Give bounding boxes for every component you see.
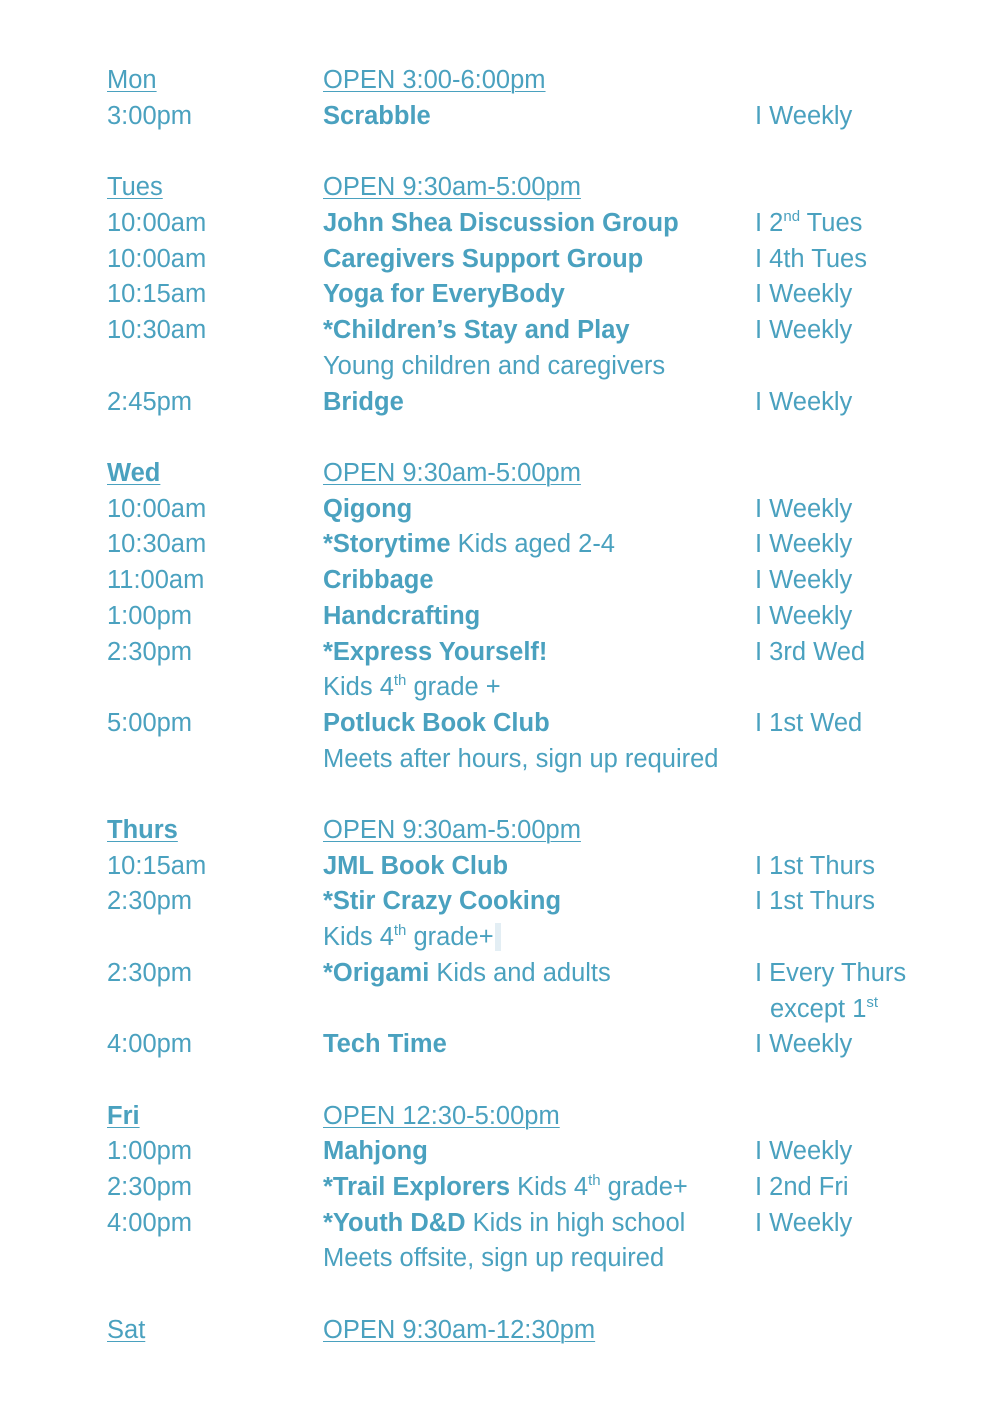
event-frequency: I Weekly	[755, 1030, 853, 1058]
event-frequency: I 1st Wed	[755, 709, 863, 737]
event-desc: Kids in high school	[465, 1209, 686, 1237]
open-hours: OPEN 12:30-5:00pm	[323, 1102, 560, 1130]
event-row	[0, 1170, 994, 1204]
event-time: 3:00pm	[107, 102, 193, 130]
event-time: 11:00am	[107, 566, 205, 594]
event-time: 10:15am	[107, 280, 207, 308]
open-hours: OPEN 9:30am-12:30pm	[323, 1316, 596, 1344]
open-hours: OPEN 3:00-6:00pm	[323, 66, 546, 94]
event-time: 2:30pm	[107, 959, 193, 987]
event-title: Potluck Book Club	[323, 709, 550, 737]
event-desc: Kids 4th grade+	[510, 1172, 688, 1201]
event-time: 2:30pm	[107, 638, 193, 666]
event-time: 2:45pm	[107, 388, 193, 416]
event-title: *Storytime	[323, 530, 451, 558]
event-frequency: I Weekly	[755, 495, 853, 523]
event-title-with-desc	[323, 527, 615, 561]
event-note: Kids 4th grade+	[323, 920, 501, 954]
event-title: *Trail Explorers	[323, 1173, 511, 1201]
open-hours: OPEN 9:30am-5:00pm	[323, 459, 581, 487]
event-title: *Express Yourself!	[323, 638, 548, 666]
event-title: Handcrafting	[323, 602, 481, 630]
event-title: Caregivers Support Group	[323, 245, 644, 273]
event-title: *Youth D&D	[323, 1209, 466, 1237]
event-time: 2:30pm	[107, 1173, 193, 1201]
event-row	[0, 313, 994, 347]
event-title: *Origami	[323, 959, 430, 987]
event-note-row	[0, 670, 994, 704]
event-note: Meets after hours, sign up required	[323, 745, 719, 773]
day-header-sat	[0, 1313, 994, 1347]
event-time: 10:30am	[107, 316, 207, 344]
event-time: 1:00pm	[107, 602, 193, 630]
event-note-row	[0, 1241, 994, 1275]
event-title: Bridge	[323, 388, 404, 416]
event-title: JML Book Club	[323, 852, 509, 880]
open-hours: OPEN 9:30am-5:00pm	[323, 173, 581, 201]
event-title-with-desc	[323, 956, 611, 990]
event-frequency: I Weekly	[755, 316, 853, 344]
day-label: Sat	[107, 1316, 146, 1344]
event-time: 5:00pm	[107, 709, 193, 737]
day-header-fri	[0, 1099, 994, 1133]
event-row	[0, 849, 994, 883]
event-note-row	[0, 742, 994, 776]
event-time: 10:30am	[107, 530, 207, 558]
event-title: Mahjong	[323, 1137, 428, 1165]
event-row	[0, 599, 994, 633]
event-row	[0, 1134, 994, 1168]
event-row	[0, 492, 994, 526]
event-title: John Shea Discussion Group	[323, 209, 679, 237]
event-title: Qigong	[323, 495, 413, 523]
day-label: Thurs	[107, 816, 178, 844]
event-note: Young children and caregivers	[323, 352, 666, 380]
event-frequency: I 4th Tues	[755, 245, 867, 273]
event-title: Yoga for EveryBody	[323, 280, 565, 308]
event-title: Tech Time	[323, 1030, 447, 1058]
event-row	[0, 635, 994, 669]
event-title: *Stir Crazy Cooking	[323, 887, 562, 915]
day-label: Tues	[107, 173, 163, 201]
event-time: 4:00pm	[107, 1030, 193, 1058]
event-row	[0, 385, 994, 419]
event-note: Kids 4th grade +	[323, 672, 501, 701]
event-frequency: I Every Thurs	[755, 959, 907, 987]
day-label: Wed	[107, 459, 161, 487]
day-label: Mon	[107, 66, 157, 94]
event-frequency: I 1st Thurs	[755, 852, 875, 880]
event-frequency: I Weekly	[755, 1137, 853, 1165]
event-frequency-continued: except 1st	[770, 994, 879, 1023]
event-frequency-continued-row	[0, 992, 994, 1026]
event-frequency: I Weekly	[755, 1209, 853, 1237]
day-header-thurs	[0, 813, 994, 847]
event-frequency: I Weekly	[755, 102, 853, 130]
event-frequency: I Weekly	[755, 388, 853, 416]
event-row	[0, 956, 994, 990]
event-title: Scrabble	[323, 102, 431, 130]
event-note-row	[0, 920, 994, 954]
event-row	[0, 1027, 994, 1061]
event-row	[0, 706, 994, 740]
day-header-wed	[0, 456, 994, 490]
open-hours: OPEN 9:30am-5:00pm	[323, 816, 581, 844]
event-frequency: I 2nd Tues	[755, 208, 863, 237]
day-header-tues	[0, 170, 994, 204]
event-time: 1:00pm	[107, 1137, 193, 1165]
event-title-with-desc	[323, 1170, 688, 1204]
event-desc: Kids and adults	[429, 959, 611, 987]
event-row	[0, 277, 994, 311]
event-note: Meets offsite, sign up required	[323, 1244, 665, 1272]
event-frequency: I 2nd Fri	[755, 1173, 849, 1201]
event-time: 10:00am	[107, 495, 207, 523]
event-title-with-desc	[323, 1206, 685, 1240]
event-frequency: I Weekly	[755, 280, 853, 308]
day-label: Fri	[107, 1102, 140, 1130]
event-row	[0, 242, 994, 276]
event-time: 10:15am	[107, 852, 207, 880]
event-row	[0, 1206, 994, 1240]
event-desc: Kids aged 2-4	[450, 530, 615, 558]
event-time: 4:00pm	[107, 1209, 193, 1237]
event-title: Cribbage	[323, 566, 434, 594]
text-cursor-highlight	[495, 923, 501, 951]
event-frequency: I 1st Thurs	[755, 887, 875, 915]
event-time: 10:00am	[107, 245, 207, 273]
event-row	[0, 527, 994, 561]
event-row	[0, 563, 994, 597]
event-title: *Children’s Stay and Play	[323, 316, 630, 344]
day-header-mon	[0, 63, 994, 97]
event-time: 10:00am	[107, 209, 207, 237]
event-time: 2:30pm	[107, 887, 193, 915]
event-frequency: I 3rd Wed	[755, 638, 866, 666]
event-frequency: I Weekly	[755, 602, 853, 630]
event-frequency: I Weekly	[755, 566, 853, 594]
event-frequency: I Weekly	[755, 530, 853, 558]
event-row	[0, 206, 994, 240]
event-row	[0, 99, 994, 133]
event-row	[0, 884, 994, 918]
event-note-row	[0, 349, 994, 383]
